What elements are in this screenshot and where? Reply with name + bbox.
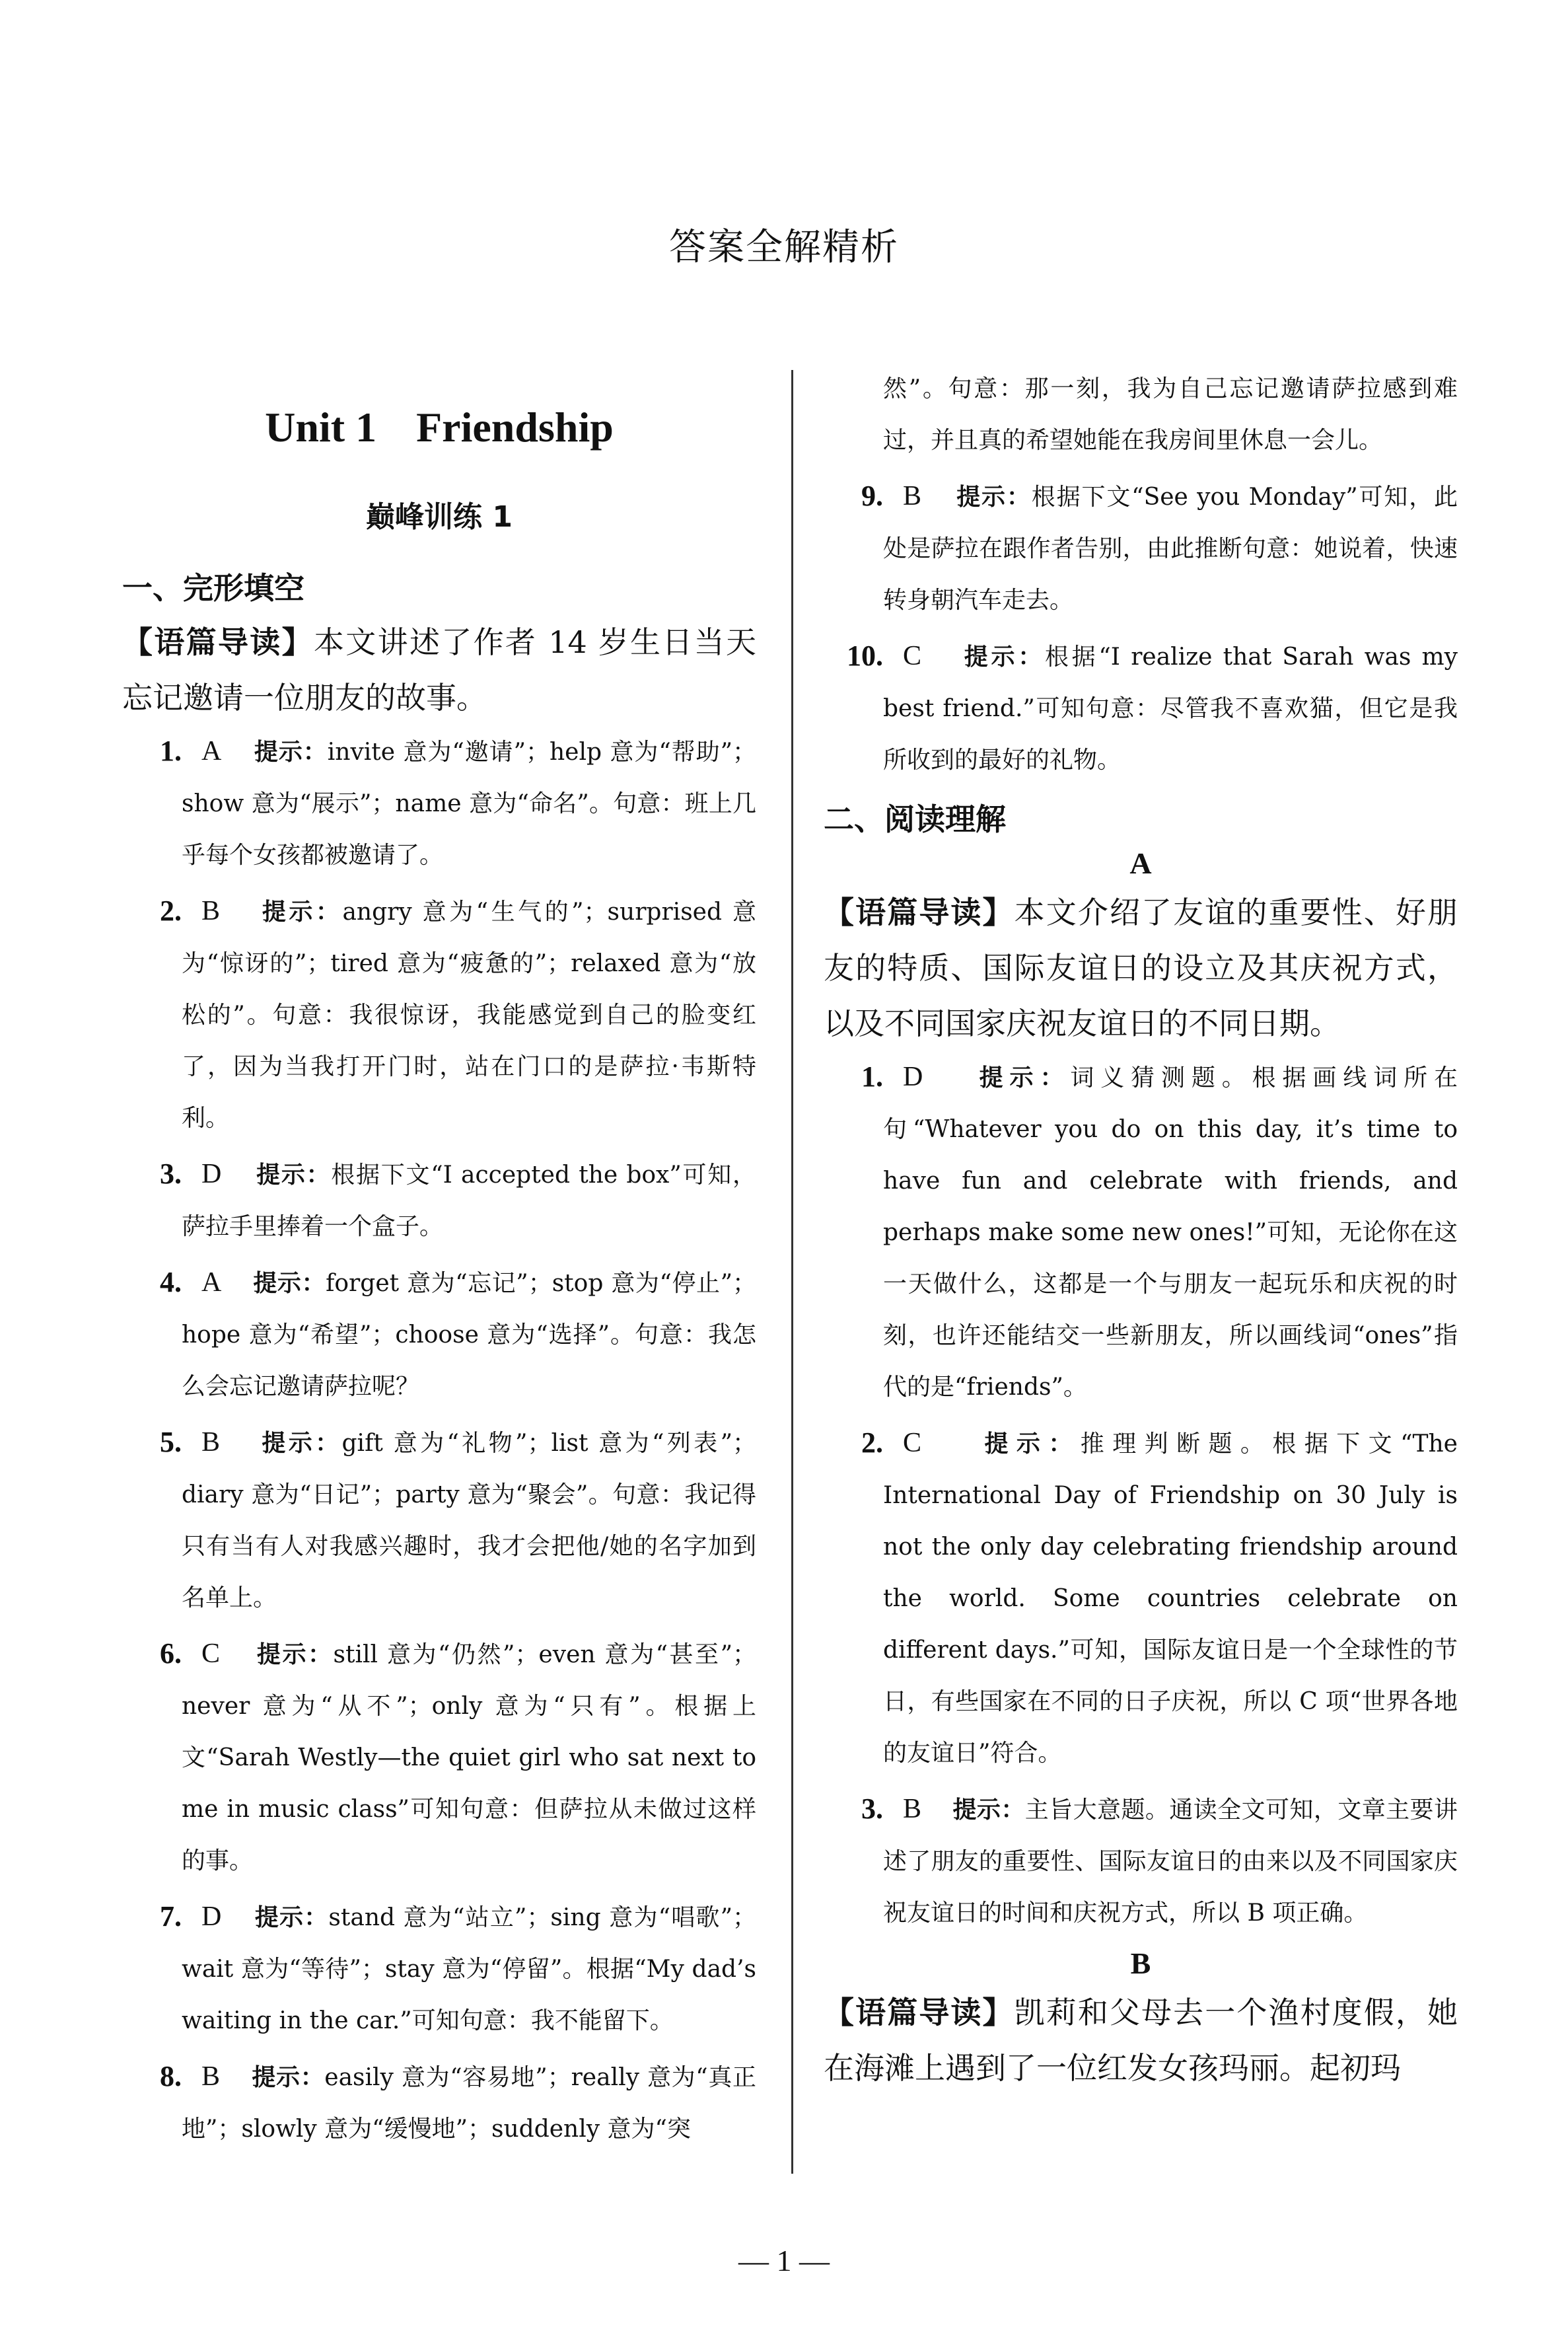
column-divider: [791, 370, 793, 2174]
intro-tag: 【语篇导读】: [122, 624, 314, 660]
item-number: 3.: [861, 1792, 883, 1825]
hint-label: 提示：: [256, 1162, 332, 1189]
hint-label: 提示：: [262, 899, 343, 926]
item-number: 6.: [160, 1637, 182, 1670]
hint-label: 提示：: [964, 644, 1045, 671]
hint-label: 提示：: [262, 1430, 342, 1457]
item-number: 1.: [160, 735, 182, 767]
item-answer: B: [201, 896, 221, 926]
section-heading-reading: 二、阅读理解: [824, 801, 1006, 837]
passage-intro: [122, 614, 756, 725]
section-heading-cloze: 一、完形填空: [122, 570, 304, 606]
hint-text: 根据下文“I accepted the box”可知，萨拉手里捧着一个盒子。: [182, 1162, 756, 1240]
answer-item: [122, 1417, 756, 1624]
page-number: — 1 —: [738, 2244, 830, 2277]
hint-label: 提示：: [252, 2064, 325, 2091]
answer-item: [122, 1628, 756, 1887]
answer-item: [122, 2051, 756, 2155]
intro-tag: 【语篇导读】: [824, 1995, 1015, 2030]
hint-text: stand 意为“站立”；sing 意为“唱歌”；wait 意为“等待”；stay 意为“停留”。根据“My dad’s waiting in the car.”可知句意：我不能留下。: [182, 1904, 756, 2034]
answer-item: [122, 885, 756, 1144]
hint-label: 提示：: [254, 739, 328, 766]
unit-number: Unit 1: [265, 404, 377, 451]
exercise-title: 巅峰训练 1: [366, 500, 513, 534]
item-number: 2.: [861, 1426, 883, 1459]
passage-label-b: B: [1130, 1946, 1151, 1980]
continued-text: 然”。句意：那一刻，我为自己忘记邀请萨拉感到难过，并且真的希望她能在我房间里休息一会儿。: [883, 375, 1458, 454]
left-column: [122, 363, 756, 2159]
item-answer: C: [903, 1428, 922, 1458]
hint-text: forget 意为“忘记”；stop 意为“停止”；hope 意为“希望”；choose 意为“选择”。句意：我怎么会忘记邀请萨拉呢？: [182, 1270, 756, 1400]
hint-text: gift 意为“礼物”；list 意为“列表”；diary 意为“日记”；party 意为“聚会”。句意：我记得只有当有人对我感兴趣时，我才会把他/她的名字加到名单上。: [182, 1430, 756, 1611]
item-number: 7.: [160, 1900, 182, 1933]
intro-tag: 【语篇导读】: [824, 895, 1015, 930]
item-answer: D: [201, 1901, 222, 1932]
hint-text: 根据下文“See you Monday”可知，此处是萨拉在跟作者告别，由此推断句意：她说着，快速转身朝汽车走去。: [883, 484, 1458, 614]
answer-item: [824, 1417, 1458, 1779]
item-number: 9.: [861, 480, 883, 512]
answer-item: [122, 1891, 756, 2047]
hint-text: invite 意为“邀请”；help 意为“帮助”；show 意为“展示”；name 意为“命名”。句意：班上几乎每个女孩都被邀请了。: [182, 739, 756, 869]
intro-text: 本文介绍了友谊的重要性、好朋友的特质、国际友谊日的设立及其庆祝方式，以及不同国家庆祝友谊日的不同日期。: [824, 895, 1458, 1041]
unit-title: [122, 403, 756, 452]
hint-label: 提示：: [952, 1796, 1025, 1824]
item-answer: A: [201, 736, 222, 766]
answer-item: [122, 1257, 756, 1413]
passage-intro-b: [824, 1985, 1458, 2096]
item-answer: B: [903, 1794, 922, 1824]
hint-text: 推理判断题。根据下文“The International Day of Friendship on 30 July is not the only day celebrating friendship around the world. Some countries celebrate on different days.”可知，国际友谊日是一个全球性的节日，有些国家在不同的日子庆祝，所以 C 项“世界各地的友谊日”符合。: [883, 1430, 1458, 1767]
hint-text: 主旨大意题。通读全文可知，文章主要讲述了朋友的重要性、国际友谊日的由来以及不同国家庆祝友谊日的时间和庆祝方式，所以 B 项正确。: [883, 1796, 1458, 1927]
item-answer: A: [201, 1267, 222, 1298]
answer-item: [824, 1783, 1458, 1939]
item-number: 10.: [847, 640, 883, 672]
item-number: 4.: [160, 1266, 182, 1298]
passage-label-a: A: [1129, 846, 1152, 880]
hint-label: 提示：: [256, 1641, 334, 1668]
hint-label: 提示：: [956, 484, 1032, 511]
item-answer: D: [903, 1062, 923, 1092]
hint-text: easily 意为“容易地”；really 意为“真正地”；slowly 意为“缓慢地”；suddenly 意为“突: [182, 2064, 756, 2143]
item-answer: C: [201, 1639, 221, 1669]
page-title: 答案全解精析: [669, 226, 899, 269]
item-number: 8.: [160, 2060, 182, 2092]
passage-intro-a: [824, 885, 1458, 1051]
hint-text: 词义猜测题。根据画线词所在句“Whatever you do on this day, it’s time to have fun and celebrate with friends, and perhaps make some new ones!”可知，无论你在这一天做什么，这都是一个与朋友一起玩乐和庆祝的时刻，也许还能结交一些新朋友，所以画线词“ones”指代的是“friends”。: [883, 1064, 1458, 1401]
item-number: 2.: [160, 895, 182, 927]
intro-text: 凯莉和父母去一个渔村度假，她在海滩上遇到了一位红发女孩玛丽。起初玛: [824, 1995, 1458, 2086]
unit-name: Friendship: [416, 404, 614, 451]
hint-text: angry 意为“生气的”；surprised 意为“惊讶的”；tired 意为“疲惫的”；relaxed 意为“放松的”。句意：我很惊讶，我能感觉到自己的脸变红了，因为当我打开门时，站在门口的是萨拉·韦斯特利。: [182, 899, 756, 1132]
intro-text: 本文讲述了作者 14 岁生日当天忘记邀请一位朋友的故事。: [122, 624, 757, 716]
item-answer: C: [903, 641, 922, 671]
answer-item: [824, 630, 1458, 786]
hint-label: 提示：: [253, 1270, 326, 1297]
answer-item: [122, 725, 756, 881]
item-answer: B: [201, 1427, 221, 1458]
item-answer: B: [201, 2061, 221, 2092]
right-column: [824, 363, 1458, 2096]
item-number: 1.: [861, 1060, 883, 1093]
item-answer: B: [903, 481, 922, 511]
answer-item: [824, 1051, 1458, 1413]
item-answer: D: [201, 1159, 222, 1189]
hint-text: still 意为“仍然”；even 意为“甚至”；never 意为“从不”；only 意为“只有”。根据上文“Sarah Westly—the quiet girl who sat next to me in music class”可知句意：但萨拉从未做过这样的事。: [182, 1641, 756, 1874]
item-number: 3.: [160, 1158, 182, 1190]
hint-label: 提示：: [984, 1430, 1081, 1458]
answer-item: [122, 1148, 756, 1253]
item-number: 5.: [160, 1426, 182, 1458]
hint-text: 根据“I realize that Sarah was my best friend.”可知句意：尽管我不喜欢猫，但它是我所收到的最好的礼物。: [883, 644, 1458, 774]
hint-label: 提示：: [254, 1904, 329, 1931]
answer-item: [824, 470, 1458, 626]
hint-label: 提示：: [979, 1064, 1071, 1091]
